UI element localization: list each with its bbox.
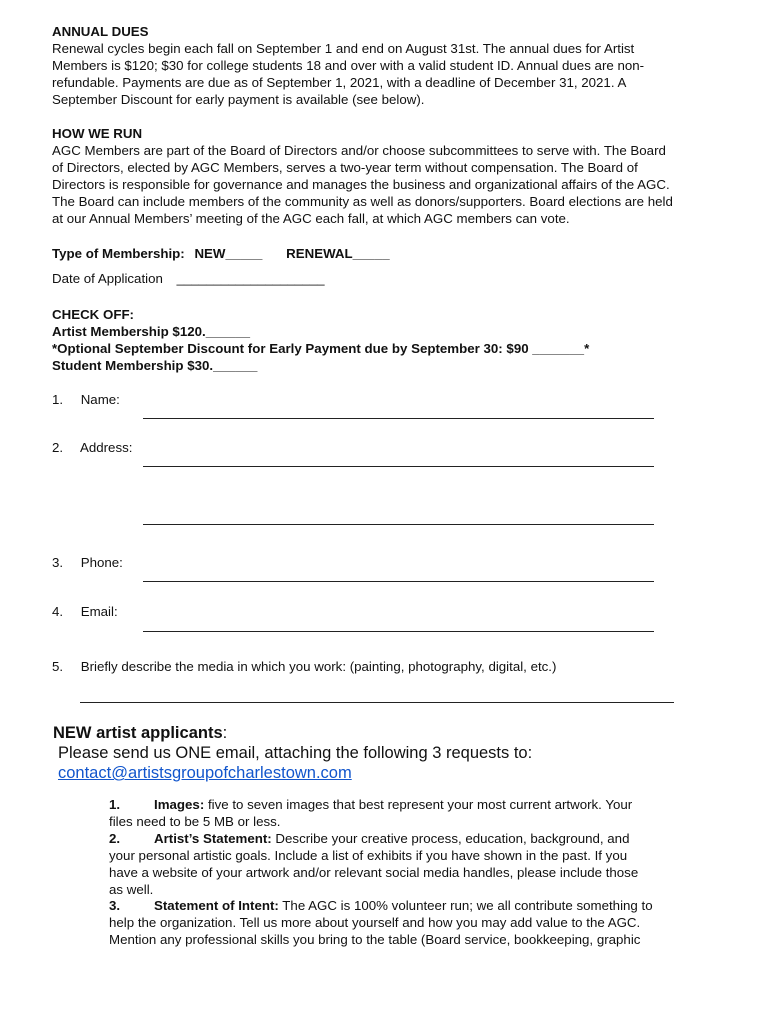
new-applicants-heading: NEW artist applicants <box>53 724 223 742</box>
request-number: 1. <box>109 797 121 812</box>
membership-type-label: Type of Membership: <box>52 246 185 261</box>
field-label: Email: <box>80 604 118 619</box>
request-text: Mention any professional skills you bring to the table (Board service, bookkeeping, graphic <box>109 932 641 947</box>
annual-dues-section <box>52 23 732 108</box>
annual-dues-heading: ANNUAL DUES <box>52 24 149 39</box>
field-label: Phone: <box>80 555 123 570</box>
request-text: five to seven images that best represent your most current artwork. Your <box>204 797 633 812</box>
annual-dues-line: Members is $120; $30 for college students 18 and over with a valid student ID. Annual dues are non- <box>52 58 645 73</box>
request-title: Images: <box>154 797 205 812</box>
application-date-label: Date of Application <box>52 271 163 286</box>
how-we-run-line: at our Annual Members’ meeting of the AGC each fall, at which AGC members can vote. <box>52 211 570 226</box>
request-title: Artist’s Statement: <box>154 831 272 846</box>
request-title: Statement of Intent: <box>154 898 279 913</box>
how-we-run-heading: HOW WE RUN <box>52 126 143 141</box>
request-number: 2. <box>109 831 121 846</box>
new-applicants-section <box>53 723 733 783</box>
field-number: 1. <box>52 392 64 407</box>
check-off-student-item[interactable]: Student Membership $30.______ <box>52 358 258 373</box>
check-off-artist-item[interactable]: Artist Membership $120.______ <box>52 324 251 339</box>
membership-renewal-option[interactable]: RENEWAL_____ <box>286 246 390 261</box>
how-we-run-line: The Board can include members of the community as well as donors/supporters. Board elections are held <box>52 194 673 209</box>
phone-input-line[interactable] <box>143 581 654 582</box>
application-date-field[interactable]: ____________________ <box>176 271 325 286</box>
new-applicants-instruction: Please send us ONE email, attaching the following 3 requests to: <box>58 744 533 762</box>
field-label: Address: <box>79 440 133 455</box>
request-text: files need to be 5 MB or less. <box>109 814 281 829</box>
address-input-line-2[interactable] <box>143 524 654 525</box>
media-input-line[interactable] <box>80 702 674 703</box>
annual-dues-line: September Discount for early payment is available (see below). <box>52 92 425 107</box>
request-item-statement-of-intent <box>109 897 694 948</box>
membership-new-option[interactable]: NEW_____ <box>194 246 263 261</box>
request-text: The AGC is 100% volunteer run; we all contribute something to <box>278 898 653 913</box>
field-number: 4. <box>52 604 64 619</box>
field-label: Briefly describe the media in which you work: (painting, photography, digital, etc.) <box>80 659 557 674</box>
request-text: your personal artistic goals. Include a list of exhibits if you have shown in the past. If you <box>109 848 628 863</box>
request-item-images <box>109 796 694 830</box>
field-number: 3. <box>52 555 64 570</box>
form-field-address <box>52 440 132 455</box>
field-number: 5. <box>52 659 64 674</box>
new-applicants-colon: : <box>222 724 228 742</box>
check-off-section <box>52 306 732 374</box>
how-we-run-line: AGC Members are part of the Board of Directors and/or choose subcommittees to serve with. The Board <box>52 143 666 158</box>
membership-type-row <box>52 245 732 262</box>
request-text: help the organization. Tell us more about yourself and how you may add value to the AGC. <box>109 915 641 930</box>
field-number: 2. <box>52 440 64 455</box>
contact-email-link[interactable]: contact@artistsgroupofcharlestown.com <box>58 764 352 782</box>
email-input-line[interactable] <box>143 631 654 632</box>
how-we-run-line: Directors is responsible for governance and manages the business and organizational affairs of the AGC. <box>52 177 670 192</box>
request-item-artist-statement <box>109 830 694 898</box>
form-field-email <box>52 604 118 619</box>
request-text: Describe your creative process, education, background, and <box>271 831 630 846</box>
form-field-phone <box>52 555 123 570</box>
address-input-line[interactable] <box>143 466 654 467</box>
form-field-name <box>52 392 120 407</box>
annual-dues-line: refundable. Payments are due as of September 1, 2021, with a deadline of December 31, 2021. A <box>52 75 627 90</box>
form-field-media <box>52 659 556 674</box>
annual-dues-line: Renewal cycles begin each fall on September 1 and end on August 31st. The annual dues for Artist <box>52 41 635 56</box>
how-we-run-section <box>52 125 732 227</box>
check-off-discount-item[interactable]: *Optional September Discount for Early Payment due by September 30: $90 _______* <box>52 341 590 356</box>
how-we-run-line: of Directors, elected by AGC Members, serves a two-year term without compensation. The Board of <box>52 160 638 175</box>
check-off-heading: CHECK OFF: <box>52 307 134 322</box>
name-input-line[interactable] <box>143 418 654 419</box>
field-label: Name: <box>80 392 120 407</box>
application-date-row <box>52 270 732 287</box>
request-text: as well. <box>109 882 154 897</box>
request-text: have a website of your artwork and/or relevant social media handles, please include those <box>109 865 639 880</box>
request-number: 3. <box>109 898 121 913</box>
